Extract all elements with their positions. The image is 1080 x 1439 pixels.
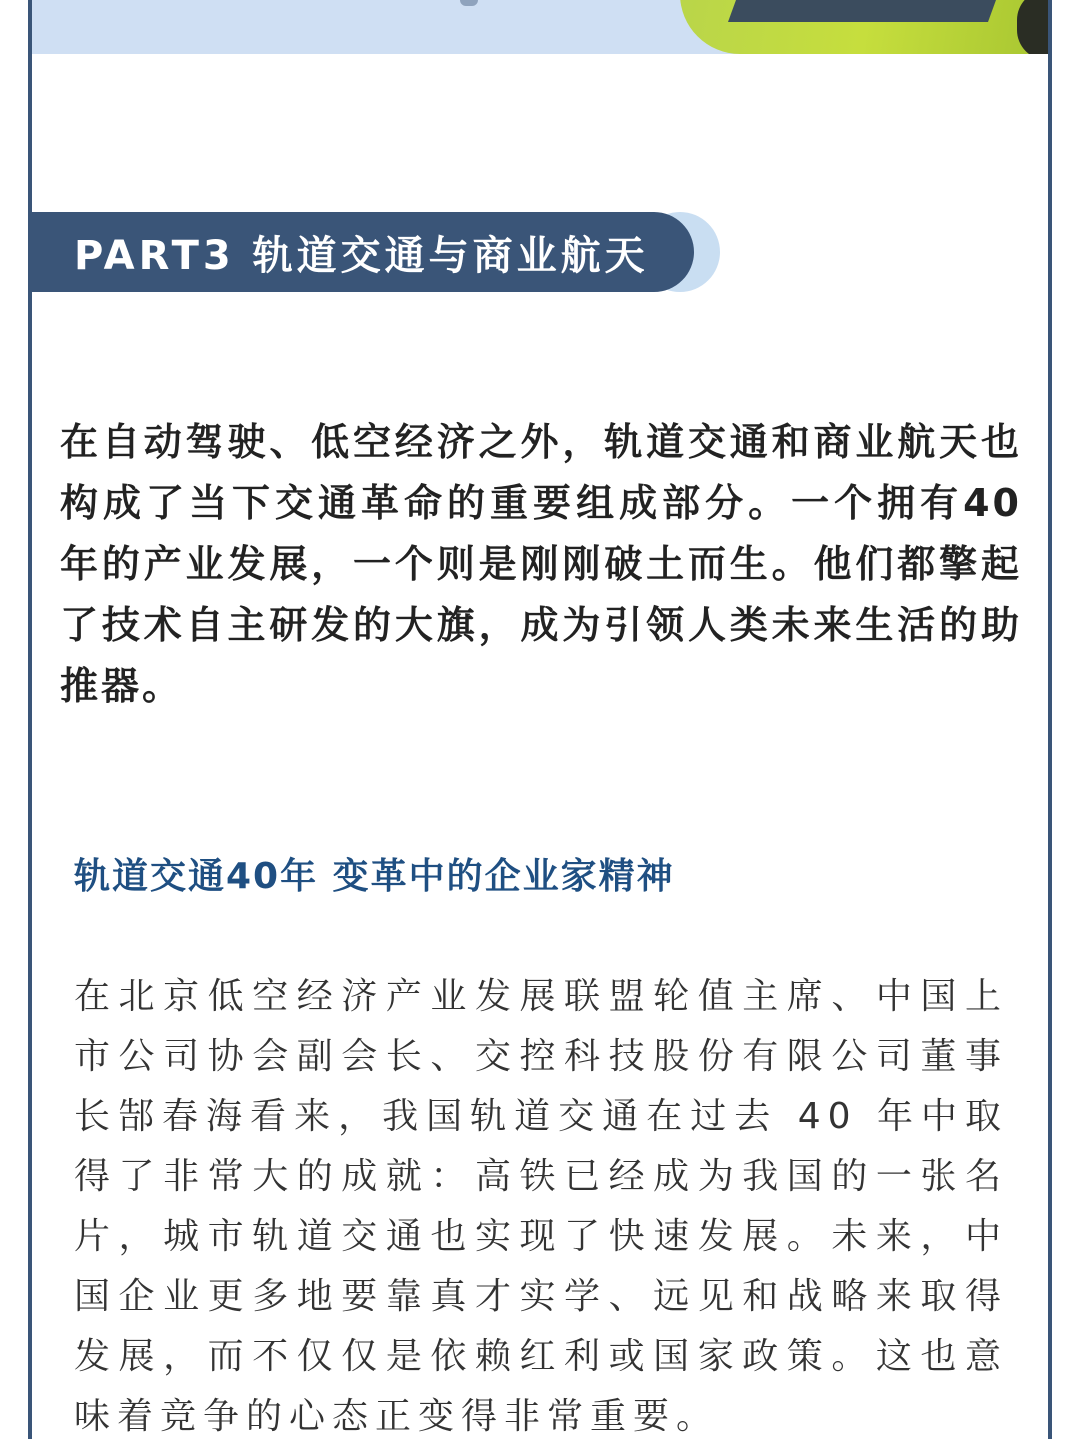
section-banner [32, 212, 694, 292]
section-banner-label: PART3 轨道交通与商业航天 [74, 232, 649, 279]
frame-right-border [1048, 0, 1052, 1439]
photo-detail [460, 0, 478, 6]
photo-shadow [1017, 0, 1048, 54]
intro-paragraph: 在自动驾驶、低空经济之外，轨道交通和商业航天也构成了当下交通革命的重要组成部分。一个拥有40 年的产业发展，一个则是刚刚破土而生。他们都擎起了技术自主研发的大旗，成为引领人类未来生活的助推器。 [60, 420, 1022, 708]
top-photo [32, 0, 1048, 54]
body-paragraph: 在北京低空经济产业发展联盟轮值主席、中国上市公司协会副会长、交控科技股份有限公司董事长郜春海看来，我国轨道交通在过去 40 年中取得了非常大的成就：高铁已经成为我国的一张名片，城市轨道交通也实现了快速发展。未来，中国企业更多地要靠真才实学、远见和战略来取得发展，而不仅仅是依赖红利或国家政策。这也意味着竞争的心态正变得非常重要。 [74, 976, 1008, 1437]
photo-collar [728, 0, 996, 22]
section-subheading: 轨道交通40年 变革中的企业家精神 [74, 856, 675, 897]
